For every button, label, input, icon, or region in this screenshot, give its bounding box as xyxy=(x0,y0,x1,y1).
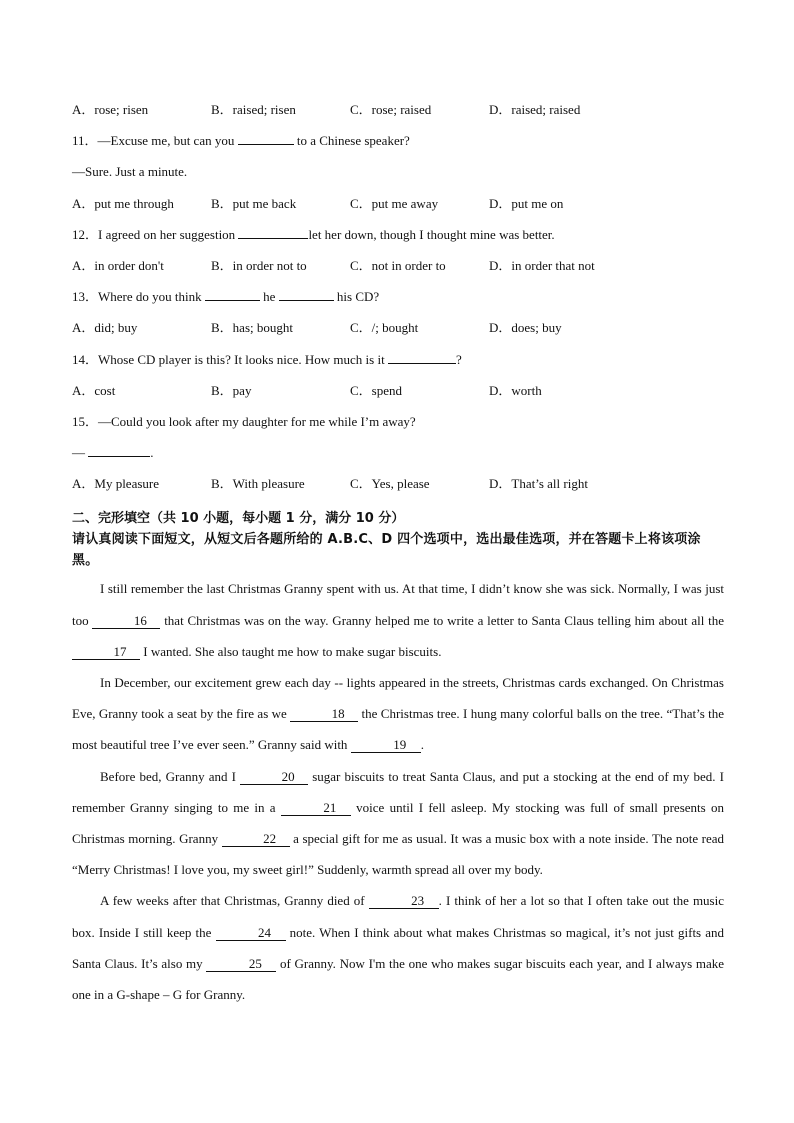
q11-option-a: A．put me through xyxy=(72,195,174,211)
q13-option-d: D．does; buy xyxy=(489,320,562,336)
q12-option-c: C．not in order to xyxy=(350,257,446,273)
section-2-title: 二、完形填空（共 10 小题，每小题 1 分，满分 10 分） xyxy=(72,511,405,527)
q11-option-d: D．put me on xyxy=(489,195,564,211)
q14-option-a: A．cost xyxy=(72,382,116,398)
q11-option-b: B．put me back xyxy=(211,195,297,211)
q11-stem-text-end: to a Chinese speaker? xyxy=(293,133,410,149)
q10-option-c: C．rose; raised xyxy=(350,102,432,117)
passage-text: the Christmas tree. I hung many colorful balls on the tree. “That’s the most beautiful tree I’ve ever seen.” Granny said with xyxy=(72,706,725,753)
q15-reply-end: . xyxy=(150,445,154,461)
cloze-blank-18: 18 xyxy=(290,707,358,722)
q13-blank-2 xyxy=(279,286,334,301)
q15-option-c: C．Yes, please xyxy=(350,476,430,492)
q14-stem-text-end: ? xyxy=(455,351,462,367)
q15-stem: 15．—Could you look after my daughter for me while I’m away? xyxy=(72,413,416,429)
passage-text: . xyxy=(420,737,424,753)
cloze-passage xyxy=(72,573,724,1010)
q13-option-c: C．/; bought xyxy=(350,320,419,336)
q11-blank xyxy=(238,130,294,145)
q13-stem-text: 13．Where do you think xyxy=(72,289,205,305)
passage-paragraph-3 xyxy=(72,761,724,886)
q14-options xyxy=(72,379,724,410)
q14-option-d: D．worth xyxy=(489,382,542,398)
passage-text: I wanted. She also taught me how to make sugar biscuits. xyxy=(140,643,442,659)
cloze-blank-25: 25 xyxy=(206,957,276,972)
passage-paragraph-1 xyxy=(72,573,724,667)
q15-reply xyxy=(72,441,724,472)
cloze-blank-19: 19 xyxy=(351,738,421,753)
q15-option-a: A．My pleasure xyxy=(72,476,160,492)
q15-option-b: B．With pleasure xyxy=(211,476,305,492)
passage-text: . I think of her a lot so that I often take out the music box. Inside I still keep the xyxy=(72,893,724,940)
q15-blank xyxy=(88,442,150,457)
q14-blank xyxy=(388,349,456,364)
exam-page xyxy=(72,98,724,1010)
q14-stem xyxy=(72,348,724,379)
passage-text: I still remember the last Christmas Granny spent with us. At that time, I didn’t know she was sick. Normally, I was just too xyxy=(72,581,724,628)
passage-paragraph-4 xyxy=(72,885,724,1010)
q12-option-d: D．in order that not xyxy=(489,257,595,273)
cloze-blank-21: 21 xyxy=(281,801,351,816)
q12-option-b: B．in order not to xyxy=(211,257,307,273)
q12-stem-text: 12．I agreed on her suggestion xyxy=(72,226,239,242)
q13-option-b: B．has; bought xyxy=(211,320,293,336)
q13-options xyxy=(72,316,724,347)
q11-stem xyxy=(72,129,724,160)
q13-blank-1 xyxy=(205,286,260,301)
q13-stem-text-mid: he xyxy=(259,289,279,305)
cloze-blank-16: 16 xyxy=(92,614,160,629)
q10-option-d: D．raised; raised xyxy=(489,102,581,117)
q12-stem-text-end: let her down, though I thought mine was better. xyxy=(308,226,555,242)
passage-text: A few weeks after that Christmas, Granny died of xyxy=(100,893,369,909)
passage-text: note. When I think about what makes Christmas so magical, it’s not just gifts and Santa Claus. It’s also my xyxy=(72,924,724,971)
q11-options xyxy=(72,192,724,223)
q13-stem xyxy=(72,285,724,316)
q14-option-c: C．spend xyxy=(350,382,403,398)
q12-blank xyxy=(238,224,308,239)
q10-option-a: A．rose; risen xyxy=(72,102,149,117)
passage-text: of Granny. Now I'm the one who makes sugar biscuits each year, and I always make one in a G-shape – G for Granny. xyxy=(72,955,724,1003)
q15-reply-dash: — xyxy=(72,445,89,461)
cloze-blank-24: 24 xyxy=(216,926,286,941)
q13-option-a: A．did; buy xyxy=(72,320,138,336)
q10-options xyxy=(72,98,724,129)
q13-stem-text-end: his CD? xyxy=(333,289,380,305)
q10-option-b: B．raised; risen xyxy=(211,102,296,117)
q15-options xyxy=(72,472,724,503)
passage-paragraph-2 xyxy=(72,667,724,761)
passage-text: sugar biscuits to treat Santa Claus, and put a stocking at the end of my bed. I remember Granny singing to me in a xyxy=(72,768,725,815)
q12-option-a: A．in order don't xyxy=(72,257,164,273)
q11-reply: —Sure. Just a minute. xyxy=(72,164,188,180)
q12-options xyxy=(72,254,724,285)
q12-stem xyxy=(72,223,724,254)
q11-option-c: C．put me away xyxy=(350,195,439,211)
cloze-blank-22: 22 xyxy=(222,832,290,847)
q14-option-b: B．pay xyxy=(211,382,252,398)
cloze-blank-20: 20 xyxy=(240,770,308,785)
cloze-blank-23: 23 xyxy=(369,894,439,909)
passage-text: that Christmas was on the way. Granny helped me to write a letter to Santa Claus telling him about all the xyxy=(160,612,724,628)
q15-option-d: D．That’s all right xyxy=(489,476,588,492)
passage-text: Before bed, Granny and I xyxy=(100,768,241,784)
passage-text: In December, our excitement grew each day -- lights appeared in the streets, Christmas cards exchanged. On Christmas Eve, Granny took a seat by the fire as we xyxy=(72,675,724,722)
q11-stem-text: 11．—Excuse me, but can you xyxy=(72,133,238,149)
passage-text: voice until I fell asleep. My stocking was full of small presents on Christmas morning. Granny xyxy=(72,799,724,847)
q14-stem-text: 14．Whose CD player is this? It looks nice. How much is it xyxy=(72,351,388,367)
section-2-instruction: 请认真阅读下面短文，从短文后各题所给的 A.B.C、D 四个选项中，选出最佳选项，并在答题卡上将该项涂黑。 xyxy=(72,532,701,569)
passage-text: a special gift for me as usual. It was a music box with a note inside. The note read “Merry Christmas! I love you, my sweet girl!” Suddenly, warmth spread all over my body. xyxy=(72,831,725,878)
cloze-blank-17: 17 xyxy=(72,645,140,660)
